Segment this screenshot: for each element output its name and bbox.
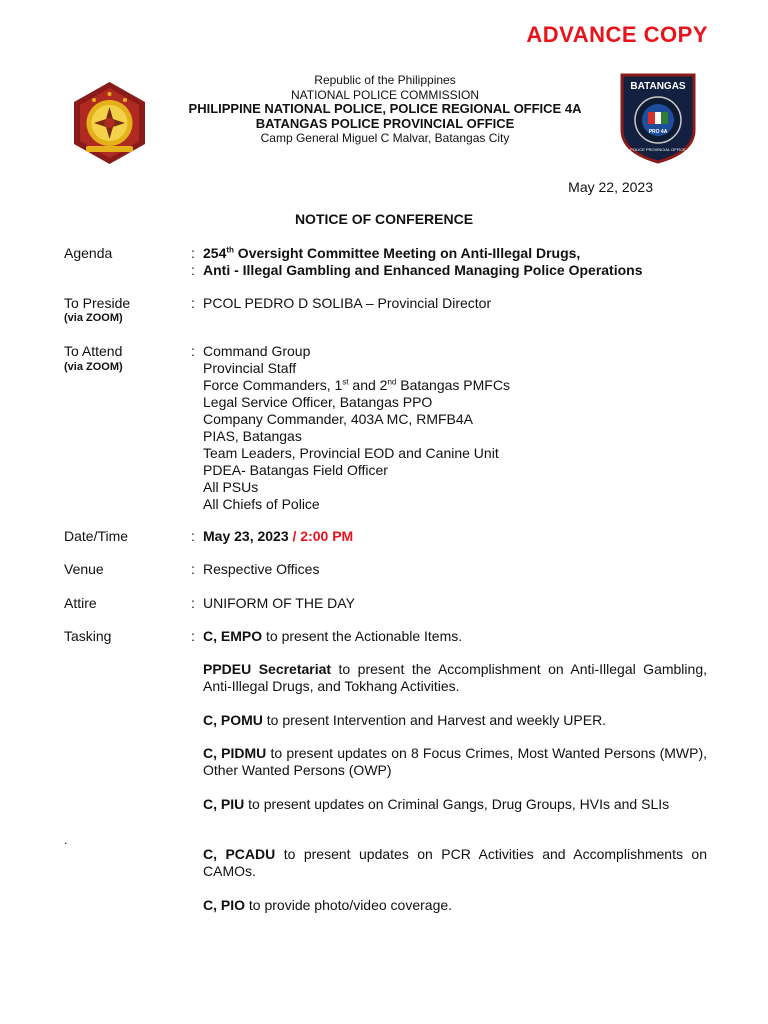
datetime-label: Date/Time [64,528,129,544]
agenda-colon-2: : [191,262,195,278]
attendee-item: Command Group [203,343,311,359]
venue-colon: : [191,561,195,577]
attend-via-zoom: (via ZOOM) [64,361,123,373]
letterhead-napolcom: NATIONAL POLICE COMMISSION [290,87,480,102]
attire-value: UNIFORM OF THE DAY [203,595,355,611]
letterhead-pnp-pro4a: PHILIPPINE NATIONAL POLICE, POLICE REGIONAL OFFICE 4A [188,101,582,116]
pnp-seal-logo [72,80,147,166]
attendee-item: Force Commanders, 1st and 2nd Batangas PMFCs [203,377,510,393]
preside-label: To Preside [64,295,131,311]
tasking-item: C, PIDMU to present updates on 8 Focus Crimes, Most Wanted Persons (MWP), Other Wanted Persons (OWP) [203,745,707,778]
stray-mark: . [64,833,68,847]
tasking-colon: : [191,628,195,644]
venue-value: Respective Offices [203,561,320,577]
tasking-item: C, PCADU to present updates on PCR Activities and Accomplishments on CAMOs. [203,846,708,879]
agenda-colon-1: : [191,245,195,261]
tasking-item: C, PIU to present updates on Criminal Gangs, Drug Groups, HVIs and SLIs [203,796,670,812]
attendee-item: PIAS, Batangas [203,428,302,444]
preside-value: PCOL PEDRO D SOLIBA – Provincial Director [203,295,492,311]
attendee-item: Provincial Staff [203,360,297,376]
attendee-item: Legal Service Officer, Batangas PPO [203,394,433,410]
badge-title: BATANGAS [630,81,686,92]
attendee-item: PDEA- Batangas Field Officer [203,462,388,478]
attendee-item: All PSUs [203,479,259,495]
datetime-value: May 23, 2023 / 2:00 PM [203,528,354,544]
letterhead-address: Camp General Miguel C Malvar, Batangas City [260,131,510,145]
tasking-item: C, PIO to provide photo/video coverage. [203,897,453,913]
tasking-item: C, EMPO to present the Actionable Items. [203,628,463,644]
datetime-colon: : [191,528,195,544]
agenda-line-1: 254th Oversight Committee Meeting on Anti-Illegal Drugs, [203,245,581,261]
document-title: NOTICE OF CONFERENCE [294,211,474,227]
advance-copy-banner: ADVANCE COPY [526,22,708,47]
attend-colon: : [191,343,195,359]
attendee-item: All Chiefs of Police [203,496,320,512]
letterhead-republic: Republic of the Philippines [314,73,456,87]
tasking-item: C, POMU to present Intervention and Harvest and weekly UPER. [203,712,607,728]
batangas-ppo-badge-logo [619,72,697,164]
preside-colon: : [191,295,195,311]
attire-colon: : [191,595,195,611]
letterhead-batangas-ppo: BATANGAS POLICE PROVINCIAL OFFICE [255,115,515,131]
document-date: May 22, 2023 [568,179,653,195]
tasking-item: PPDEU Secretariat to present the Accomplishment on Anti-Illegal Gambling, Anti-Illegal Drugs, and Tokhang Activities. [203,661,707,694]
agenda-line-2: Anti - Illegal Gambling and Enhanced Managing Police Operations [203,262,643,278]
venue-label: Venue [64,561,104,577]
letterhead [150,73,620,146]
attend-label: To Attend [64,343,123,359]
tasking-label: Tasking [64,628,112,644]
badge-ring-text: POLICE PROVINCIAL OFFICE [630,147,686,152]
attendee-item: Company Commander, 403A MC, RMFB4A [203,411,473,427]
badge-sub: PRO 4A [648,129,668,135]
agenda-label: Agenda [64,245,113,261]
preside-via-zoom: (via ZOOM) [64,312,123,324]
attire-label: Attire [64,595,97,611]
attendee-list [203,343,510,513]
attendee-item: Team Leaders, Provincial EOD and Canine Unit [203,445,499,461]
